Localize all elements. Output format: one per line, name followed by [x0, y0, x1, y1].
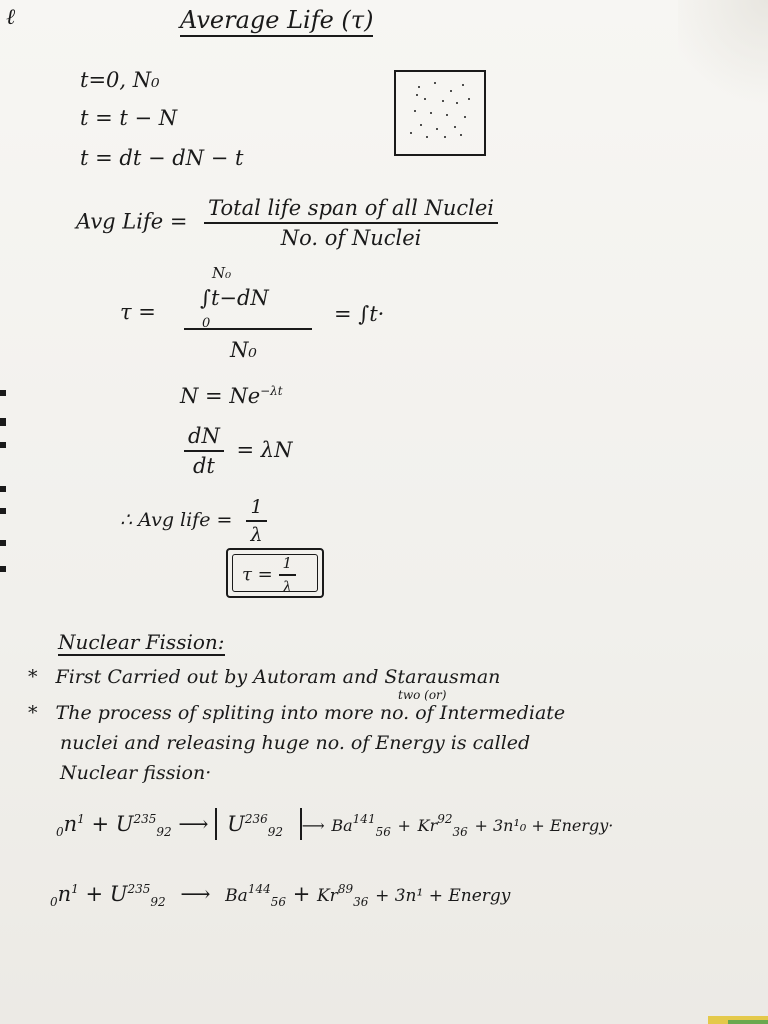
tau-upper-limit: N₀ [212, 264, 232, 282]
r1-ba-atomic: 56 [375, 825, 391, 840]
fission-heading-text: Nuclear Fission: [58, 630, 225, 654]
r1-u-atomic: 92 [156, 825, 172, 840]
r2-kr-atomic: 36 [353, 895, 369, 910]
fission-heading [58, 630, 225, 654]
boxed-numerator: 1 [279, 554, 297, 576]
avg-life-denominator: No. of Nuclei [280, 226, 422, 250]
r2-u-atomic: 92 [150, 895, 166, 910]
bullet-2-line-2: nuclei and releasing huge no. of Energy is called [60, 732, 531, 754]
avg-life-fraction [204, 196, 498, 250]
corner-mark: ℓ [6, 5, 16, 30]
bullet-2-line-1: The process of spliting into more no. of Intermediate [55, 702, 566, 724]
boxed-result [226, 548, 324, 598]
r1-barium: Ba [331, 816, 353, 835]
bullet-star-2: * [28, 702, 38, 724]
r1-krypton: Kr [417, 816, 438, 835]
title-text: Average Life (τ) [180, 6, 373, 37]
fission-bullet-1 [28, 666, 500, 688]
avg-life-label: Avg Life = [76, 209, 188, 234]
conclusion-numerator: 1 [246, 496, 266, 522]
tau-fraction-bar [184, 328, 312, 330]
r1-compound-bracket [215, 808, 302, 840]
r2-kr-mass: 89 [337, 882, 354, 896]
r1-uranium: U [115, 812, 134, 836]
bullet-star-1: * [28, 666, 38, 688]
r1-plus-2: + [397, 816, 411, 835]
avg-life-numerator: Total life span of all Nuclei [204, 196, 498, 224]
r1-arrow-2: ⟶ [301, 816, 325, 835]
boxed-denominator: λ [282, 578, 293, 596]
r1-compound-atomic: 92 [267, 825, 284, 840]
equation-line-2: t = t − N [80, 106, 178, 130]
r1-compound-u: U [227, 812, 245, 836]
r1-neutron-sup: 1 [77, 812, 85, 826]
r2-arrow: ⟶ [180, 882, 211, 906]
boxed-fraction [279, 554, 297, 596]
avg-life-definition [76, 196, 498, 250]
tau-lhs: τ = [120, 300, 156, 324]
nuclei-box-illustration [394, 70, 486, 156]
fission-bullet-2 [28, 702, 565, 724]
page-corner-strip-2 [728, 1020, 768, 1024]
derivative-fraction [184, 424, 224, 478]
decay-derivative [184, 424, 292, 478]
page-title [180, 6, 373, 34]
derivative-numerator: dN [184, 424, 224, 452]
r2-products-rest: + 3n¹ + Energy [375, 886, 511, 906]
r2-uranium: U [109, 882, 128, 906]
tau-denominator: N₀ [230, 338, 257, 362]
r2-krypton: Kr [316, 886, 338, 906]
r2-plus-2: + [292, 882, 311, 906]
reaction-1 [56, 812, 613, 839]
fission-above-note: two (or) [398, 688, 447, 702]
r1-products-rest: + 3n¹₀ + Energy· [474, 816, 614, 835]
boxed-formula [242, 554, 296, 596]
tau-lower-limit: 0 [202, 316, 211, 331]
tau-integrand: ∫t−dN [200, 286, 269, 310]
r1-kr-mass: 92 [437, 812, 453, 826]
r1-neutron: n [63, 812, 78, 836]
r1-ba-mass: 141 [352, 812, 376, 826]
r2-neutron: n [57, 882, 72, 906]
r1-neutron-sub: 0 [56, 825, 64, 840]
r2-plus-1: + [85, 882, 104, 906]
page-shading [678, 0, 768, 120]
equation-line-1: t=0, N₀ [80, 68, 160, 92]
r1-arrow: ⟶ [178, 812, 209, 836]
r2-u-mass: 235 [127, 882, 151, 896]
decay-base: N = Ne [180, 384, 261, 408]
r2-ba-mass: 144 [247, 882, 271, 896]
tau-rhs: = ∫t· [334, 302, 385, 326]
r1-plus-1: + [91, 812, 110, 836]
r2-ba-atomic: 56 [270, 895, 286, 910]
bullet-2-line-3: Nuclear fission· [60, 762, 212, 784]
r2-neutron-sub: 0 [50, 895, 58, 910]
r1-kr-atomic: 36 [452, 825, 468, 840]
decay-equation [180, 384, 283, 408]
derivative-denominator: dt [192, 454, 215, 478]
equation-line-3: t = dt − dN − t [80, 146, 244, 170]
conclusion-line [120, 496, 267, 546]
bullet-1-text: First Carried out by Autoram and Starausman [55, 666, 501, 688]
reaction-2 [50, 882, 510, 909]
r1-u-mass: 235 [133, 812, 157, 826]
r2-neutron-sup: 1 [71, 882, 79, 896]
decay-exponent: −λt [260, 384, 283, 398]
conclusion-fraction [246, 496, 266, 546]
boxed-lhs: τ = [242, 564, 273, 585]
conclusion-text: ∴ Avg life = [120, 509, 233, 531]
conclusion-denominator: λ [250, 524, 263, 546]
r1-compound-mass: 236 [244, 812, 268, 826]
derivative-rhs: = λN [236, 437, 293, 462]
r2-barium: Ba [225, 886, 248, 906]
